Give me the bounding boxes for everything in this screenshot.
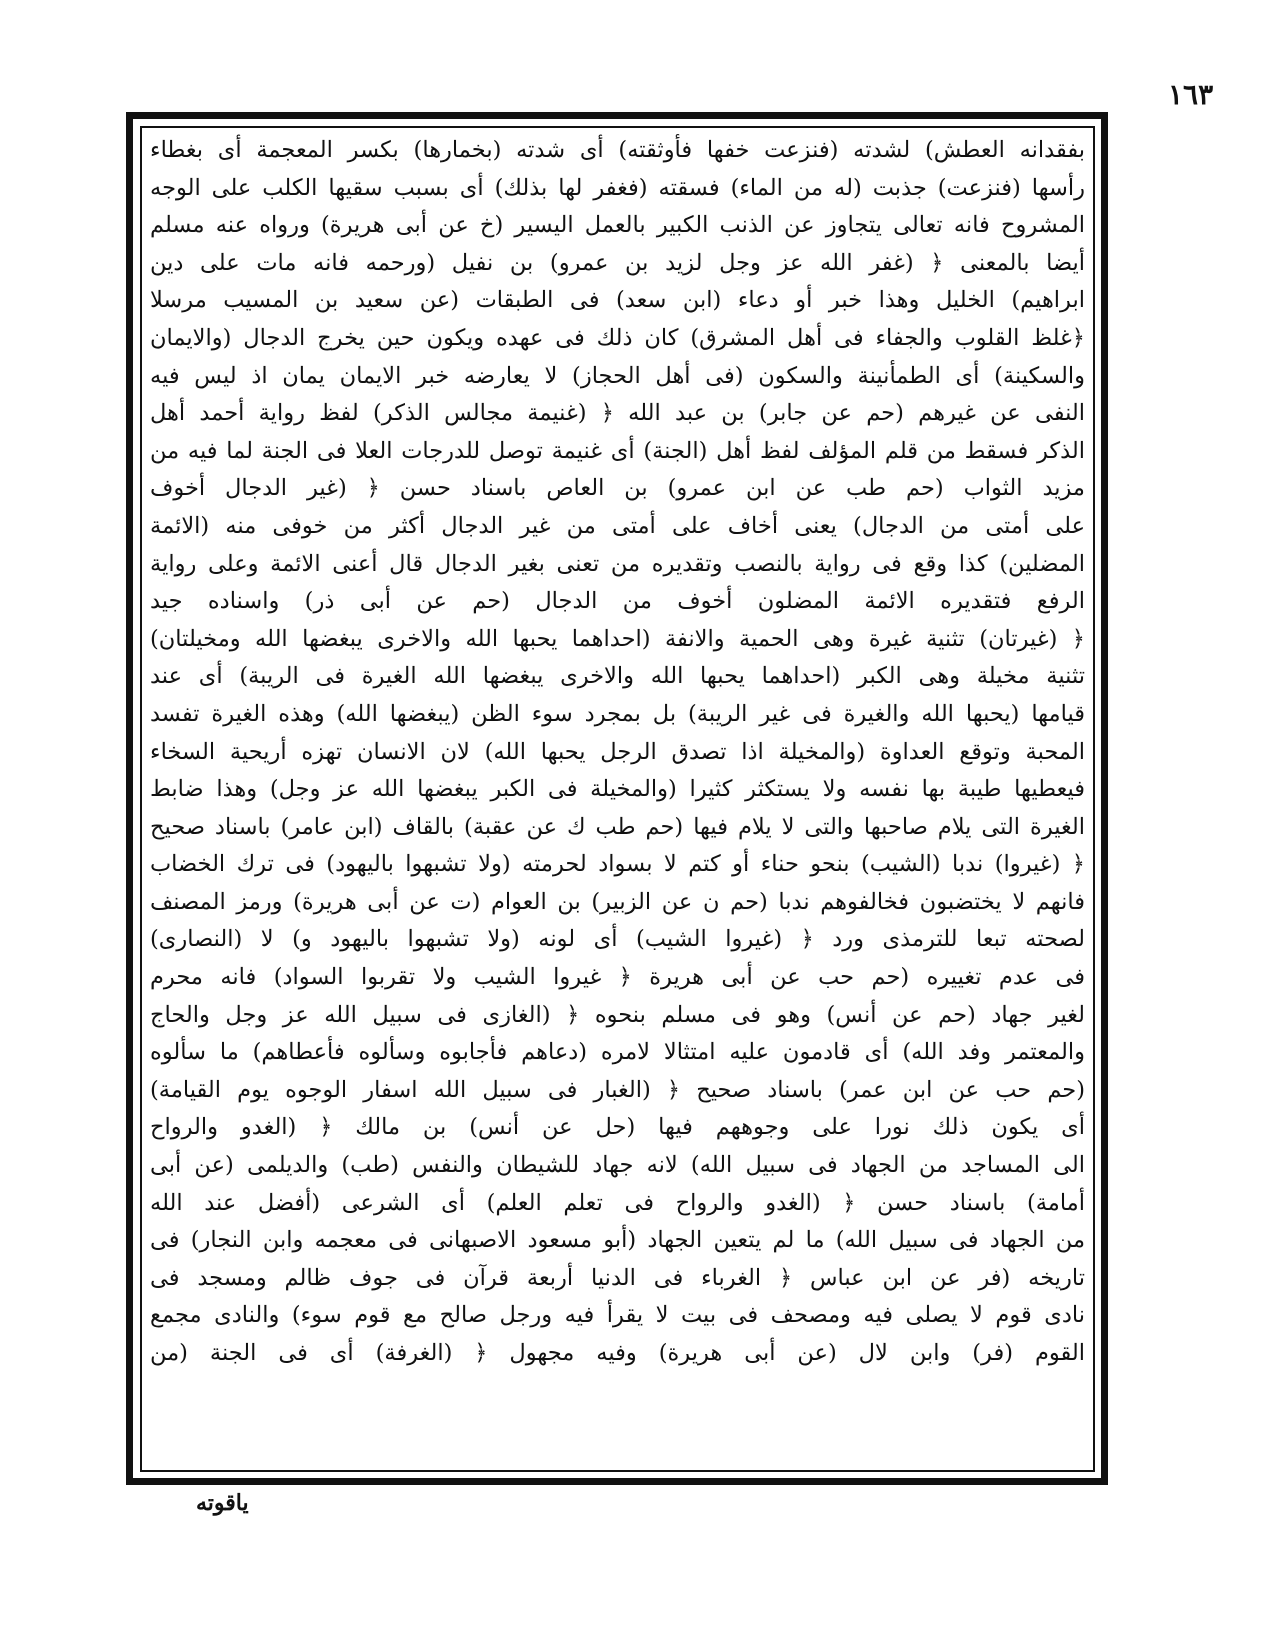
text-body [150, 132, 1085, 1466]
text-line: لغير جهاد (حم عن أنس) وهو فى مسلم بنحوه ﴿ (الغازى فى سبيل الله عز وجل والحاج [150, 1001, 1085, 1028]
text-line: لصحته تبعا للترمذى ورد ﴿ (غيروا الشيب) أى لونه (ولا تشبهوا باليهود و) لا (النصارى) [150, 926, 1085, 953]
text-line: نادى قوم لا يصلى فيه ومصحف فى بيت لا يقرأ فيه ورجل صالح مع قوم سوء) والنادى مجمع [150, 1302, 1085, 1329]
text-line: من الجهاد فى سبيل الله) ما لم يتعين الجهاد (أبو مسعود الاصبهانى فى معجمه وابن النجار) فى [150, 1227, 1085, 1254]
text-line: النفى عن غيرهم (حم عن جابر) بن عبد الله ﴿ (غنيمة مجالس الذكر) لفظ رواية أحمد أهل [150, 400, 1085, 427]
text-line [150, 1410, 1085, 1448]
text-line: ابراهيم) الخليل وهذا خبر أو دعاء (ابن سعد) فى الطبقات (عن سعيد بن المسيب مرسلا [150, 287, 1085, 314]
text-line: تاريخه (فر عن ابن عباس ﴿ الغرباء فى الدنيا أربعة قرآن فى جوف ظالم ومسجد فى [150, 1264, 1085, 1291]
text-line: ﴿ (غيروا) ندبا (الشيب) بنحو حناء أو كتم لا بسواد لحرمته (ولا تشبهوا باليهود) فى ترك الخضاب [150, 851, 1085, 878]
text-line: الغيرة التى يلام صاحبها والتى لا يلام فيها (حم طب ك عن عقبة) بالقاف (ابن عامر) باسناد صحيح [150, 813, 1085, 840]
page-number: ١٦٣ [1168, 78, 1214, 111]
text-line: والسكينة) أى الطمأنينة والسكون (فى أهل الحجاز) لا يعارضه خبر الايمان يمان اذ ليس فيه [150, 362, 1085, 389]
catchword: ياقوته [196, 1490, 249, 1516]
text-line: المضلين) كذا وقع فى رواية بالنصب وتقديره من تعنى بغير الدجال قال أعنى الائمة وعلى رواية [150, 550, 1085, 577]
text-line: قيامها (يحبها الله والغيرة فى غير الريبة) بل بمجرد سوء الظن (يبغضها الله) وهذه الغيرة تفسد [150, 700, 1085, 727]
text-line [150, 1373, 1085, 1411]
text-line: فى عدم تغييره (حم حب عن أبى هريرة ﴿ غيروا الشيب ولا تقربوا السواد) فانه محرم [150, 964, 1085, 991]
text-line: (حم حب عن ابن عمر) باسناد صحيح ﴿ (الغبار فى سبيل الله اسفار الوجوه يوم القيامة) [150, 1076, 1085, 1103]
text-line: والمعتمر وفد الله) أى قادمون عليه امتثالا لامره (دعاهم فأجابوه وسألوه فأعطاهم) ما سألوه [150, 1039, 1085, 1066]
text-line: أمامة) باسناد حسن ﴿ (الغدو والرواح فى تعلم العلم) أى الشرعى (أفضل عند الله [150, 1189, 1085, 1216]
text-line: مزيد الثواب (حم طب عن ابن عمرو) بن العاص باسناد حسن ﴿ (غير الدجال أخوف [150, 475, 1085, 502]
text-line: ﴿ (غيرتان) تثنية غيرة وهى الحمية والانفة (احداهما يحبها الله والاخرى يبغضها الله ومخيلتان) [150, 625, 1085, 652]
text-line: رأسها (فنزعت) جذبت (له من الماء) فسقته (فغفر لها بذلك) أى بسبب سقيها الكلب على الوجه [150, 174, 1085, 201]
text-line: تثنية مخيلة وهى الكبر (احداهما يحبها الله والاخرى يبغضها الله الغيرة فى الريبة) أى عند [150, 663, 1085, 690]
text-line: ﴿غلظ القلوب والجفاء فى أهل المشرق) كان ذلك فى عهده ويكون حين يخرج الدجال (والايمان [150, 324, 1085, 351]
text-line: فانهم لا يختضبون فخالفوهم ندبا (حم ن عن الزبير) بن العوام (ت عن أبى هريرة) ورمز المصنف [150, 888, 1085, 915]
text-line: بفقدانه العطش) لشدته (فنزعت خفها فأوثقته) أى شدته (بخمارها) بكسر المعجمة أى بغطاء [150, 137, 1085, 163]
text-line: على أمتى من الدجال) يعنى أخاف على أمتى من غير الدجال أكثر من خوفى منه (الائمة [150, 512, 1085, 539]
text-line: القوم (فر) وابن لال (عن أبى هريرة) وفيه مجهول ﴿ (الغرفة) أى فى الجنة (من [150, 1340, 1085, 1366]
text-line: المحبة وتوقع العداوة (والمخيلة اذا تصدق الرجل يحبها الله) لان الانسان تهزه أريحية السخاء [150, 738, 1085, 765]
text-line: المشروح فانه تعالى يتجاوز عن الذنب الكبير بالعمل اليسير (خ عن أبى هريرة) ورواه عنه مسلم [150, 212, 1085, 239]
text-line: فيعطيها طيبة بها نفسه ولا يستكثر كثيرا (والمخيلة فى الكبر يبغضها الله عز وجل) وهذا ضابط [150, 776, 1085, 803]
text-line: أى يكون ذلك نورا على وجوههم فيها (حل عن أنس) بن مالك ﴿ (الغدو والرواح [150, 1114, 1085, 1141]
text-line: الرفع فتقديره الائمة المضلون أخوف من الدجال (حم عن أبى ذر) واسناده جيد [150, 588, 1085, 615]
text-line: أيضا بالمعنى ﴿ (غفر الله عز وجل لزيد بن عمرو) بن نفيل (ورحمه فانه مات على دين [150, 249, 1085, 276]
text-line: الى المساجد من الجهاد فى سبيل الله) لانه جهاد للشيطان والنفس (طب) والديلمى (عن أبى [150, 1152, 1085, 1179]
text-line: الذكر فسقط من قلم المؤلف لفظ أهل (الجنة) أى غنيمة توصل للدرجات العلا فى الجنة لما فيه من [150, 437, 1085, 464]
